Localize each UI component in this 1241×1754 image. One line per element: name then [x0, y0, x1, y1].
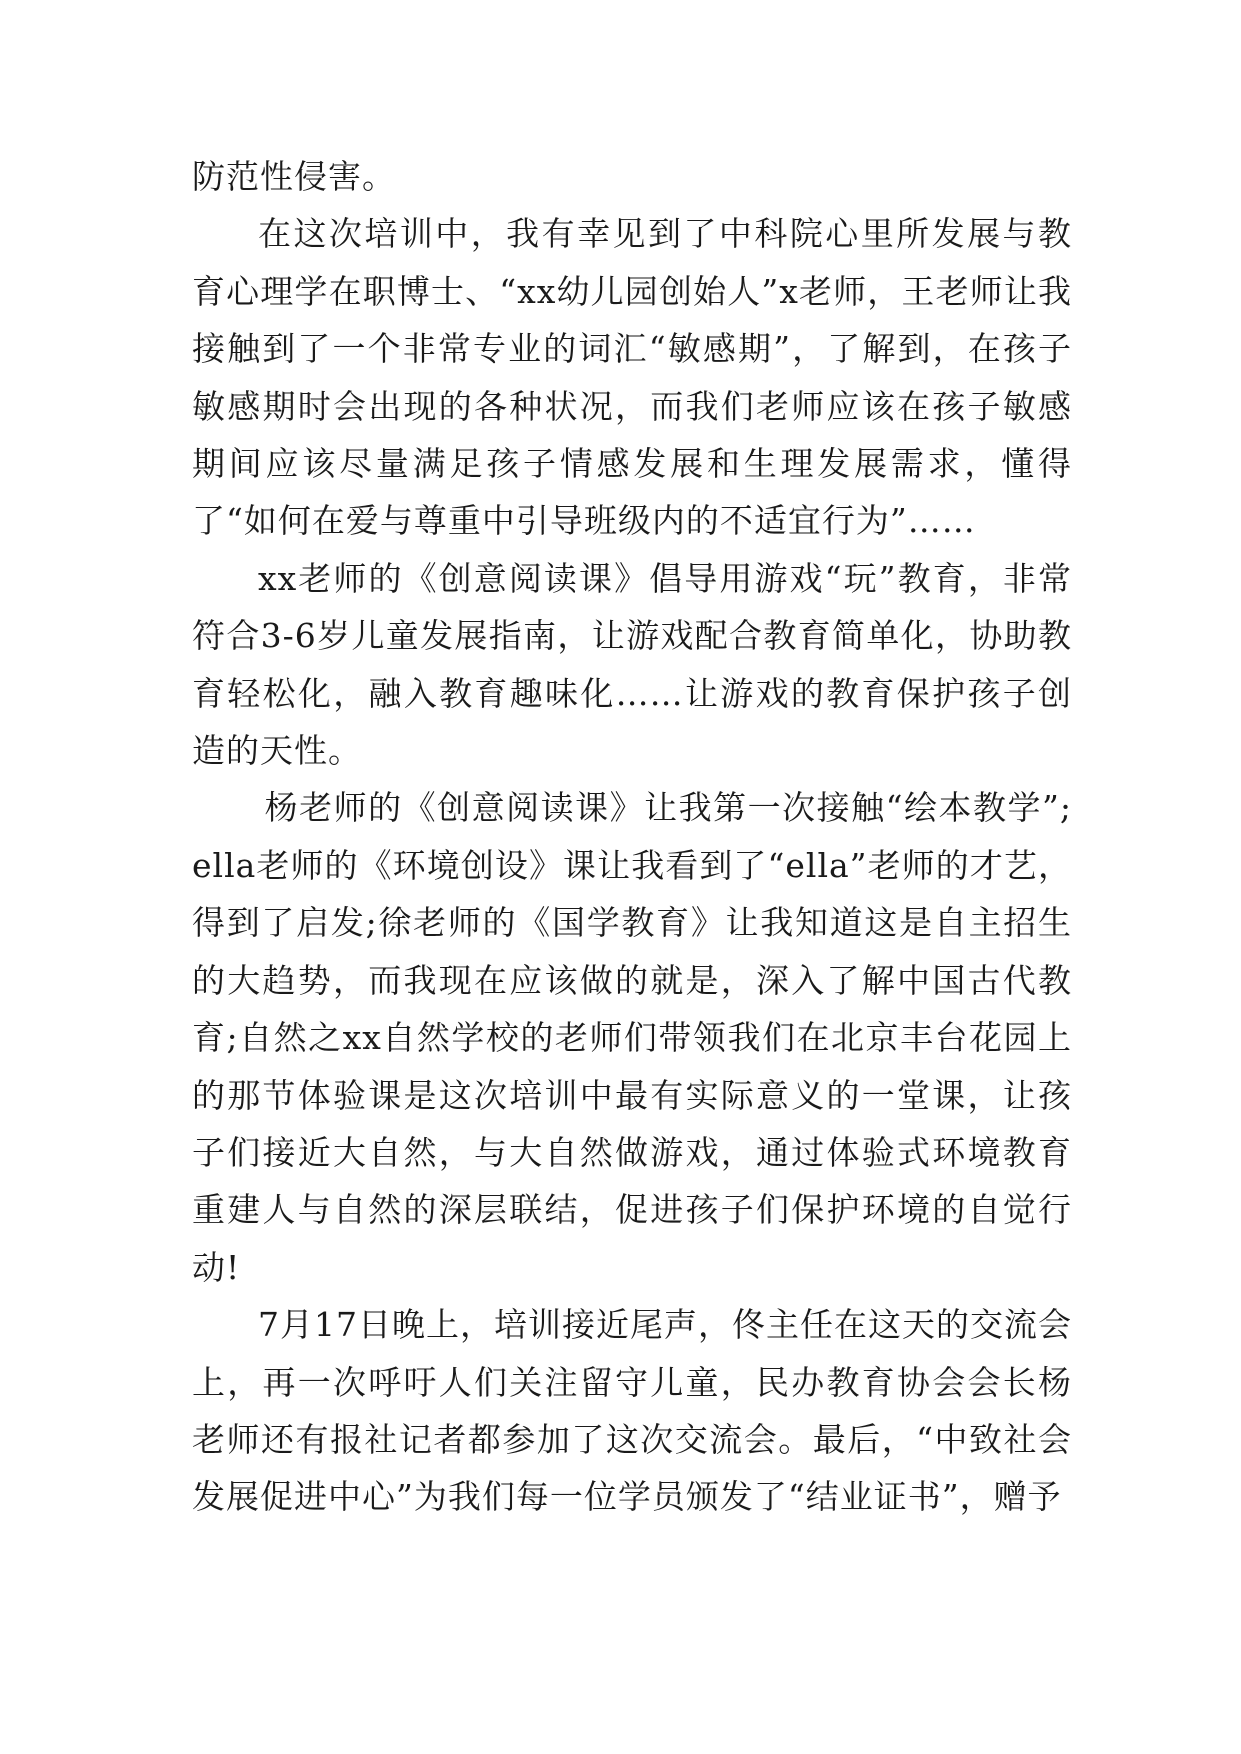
paragraph-continuation: 防范性侵害。 — [192, 157, 396, 196]
paragraph-training-intro: 在这次培训中，我有幸见到了中科院心里所发展与教育心理学在职博士、“xx幼儿园创始人”x老师，王老师让我接触到了一个非常专业的词汇“敏感期”，了解到，在孩子敏感期时会出现的各种状况，而我们老师应该在孩子敏感期间应该尽量满足孩子情感发展和生理发展需求，懂得了“如何在爱与尊重中引导班级内的不适宜行为”…… — [192, 214, 1072, 541]
paragraph-courses: 杨老师的《创意阅读课》让我第一次接触“绘本教学”;ella老师的《环境创设》课让我看到了“ella”老师的才艺，得到了启发;徐老师的《国学教育》让我知道这是自主招生的大趋势，而我现在应该做的就是，深入了解中国古代教育;自然之xx自然学校的老师们带领我们在北京丰台花园上的那节体验课是这次培训中最有实际意义的一堂课，让孩子们接近大自然，与大自然做游戏，通过体验式环境教育重建人与自然的深层联结，促进孩子们保护环境的自觉行动! — [192, 788, 1072, 1287]
paragraph-closing: 7月17日晚上，培训接近尾声，佟主任在这天的交流会上，再一次呼吁人们关注留守儿童，民办教育协会会长杨老师还有报社记者都参加了这次交流会。最后，“中致社会发展促进中心”为我们每一位学员颁发了“结业证书”，赠予 — [192, 1305, 1072, 1517]
body-text — [192, 148, 1072, 1526]
paragraph-creative-reading: xx老师的《创意阅读课》倡导用游戏“玩”教育，非常符合3-6岁儿童发展指南，让游戏配合教育简单化，协助教育轻松化，融入教育趣味化……让游戏的教育保护孩子创造的天性。 — [192, 558, 1072, 771]
